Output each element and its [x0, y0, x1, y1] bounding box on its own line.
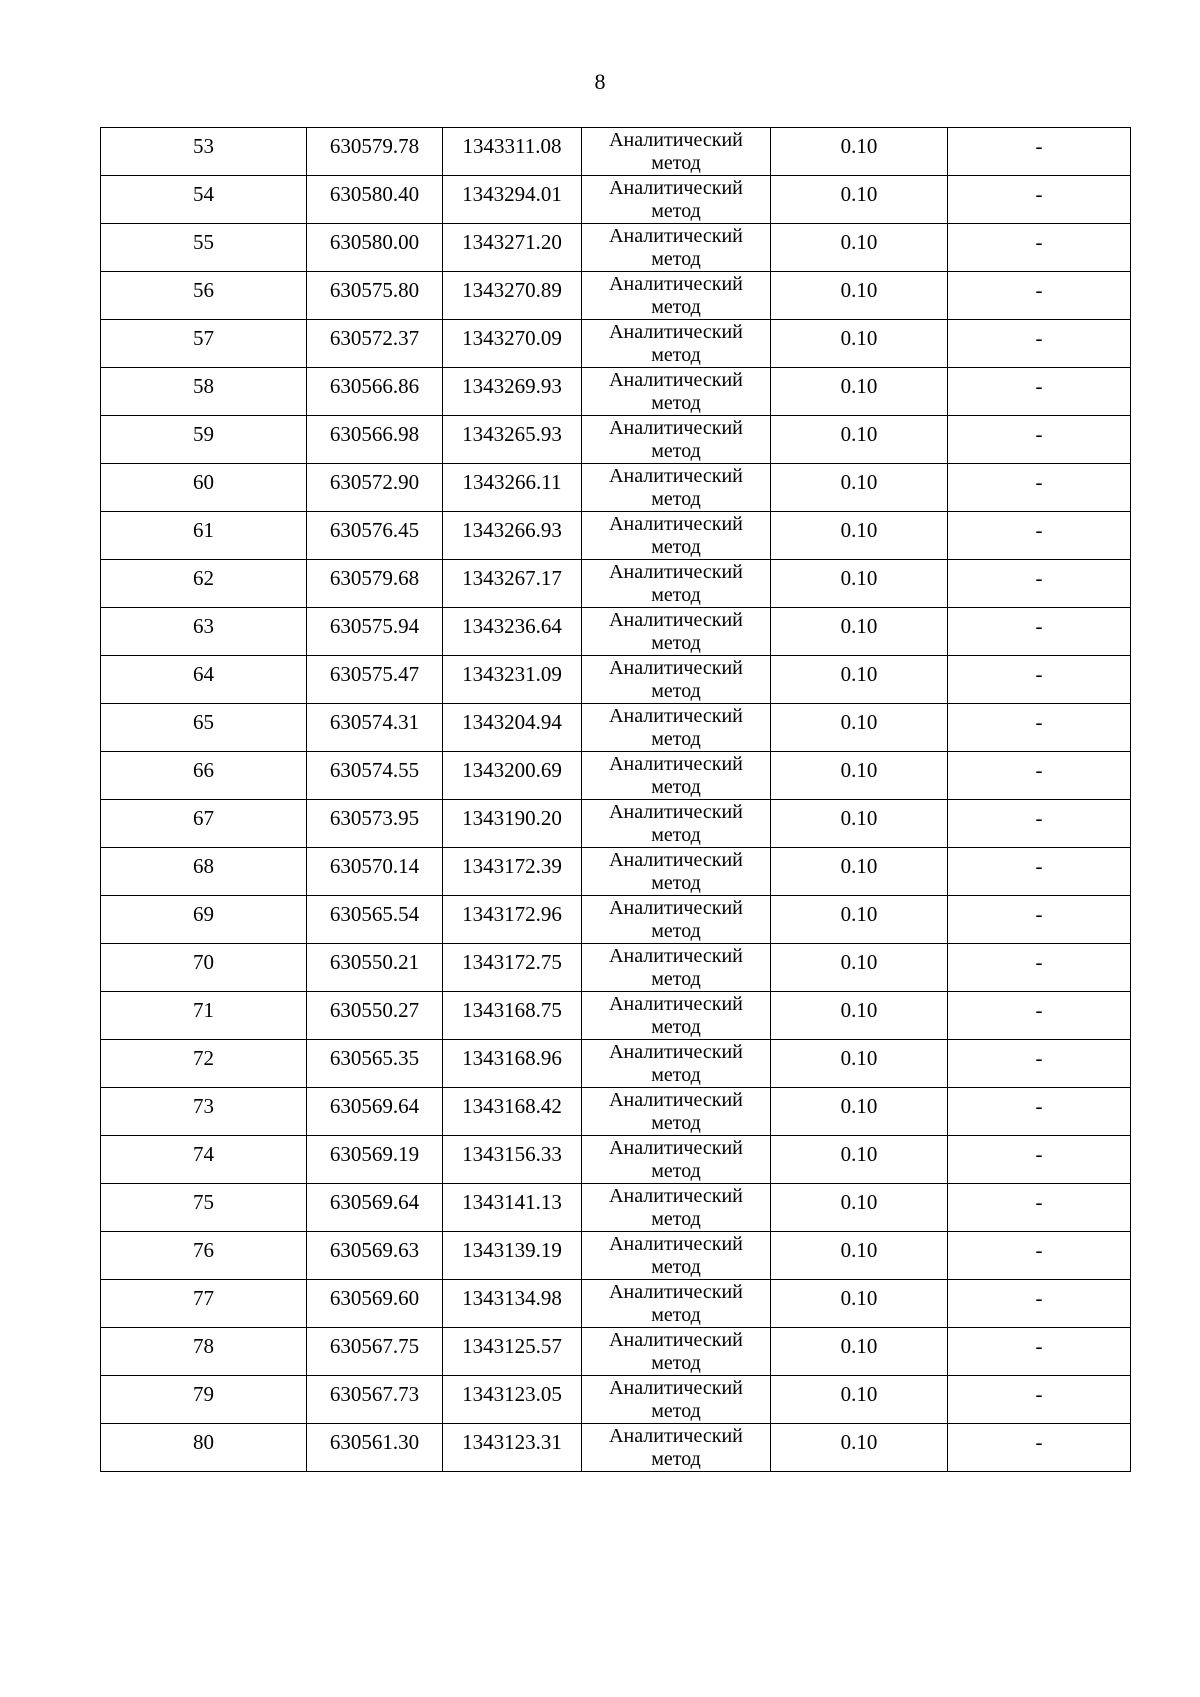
- table-row: [101, 752, 1131, 800]
- accuracy-cell: 0.10: [771, 800, 948, 848]
- method-label-line2: метод: [651, 1304, 701, 1326]
- accuracy-cell: 0.10: [771, 896, 948, 944]
- y-coordinate-cell: 1343123.31: [443, 1424, 582, 1472]
- x-coordinate-cell: 630576.45: [307, 512, 443, 560]
- x-coordinate-cell: 630573.95: [307, 800, 443, 848]
- y-coordinate-cell: 1343270.89: [443, 272, 582, 320]
- point-number-cell: 73: [101, 1088, 307, 1136]
- method-cell: [582, 1280, 771, 1328]
- method-label-line1: Аналитический: [609, 849, 743, 871]
- point-number-cell: 57: [101, 320, 307, 368]
- method-cell: [582, 1376, 771, 1424]
- point-number-cell: 77: [101, 1280, 307, 1328]
- x-coordinate-cell: 630550.27: [307, 992, 443, 1040]
- table-row: [101, 224, 1131, 272]
- table-row: [101, 992, 1131, 1040]
- y-coordinate-cell: 1343123.05: [443, 1376, 582, 1424]
- method-cell: [582, 320, 771, 368]
- table-row: [101, 272, 1131, 320]
- method-cell: [582, 1184, 771, 1232]
- y-coordinate-cell: 1343266.11: [443, 464, 582, 512]
- method-cell: [582, 608, 771, 656]
- method-cell: [582, 1040, 771, 1088]
- extra-cell: -: [948, 896, 1131, 944]
- method-cell: [582, 1088, 771, 1136]
- x-coordinate-cell: 630580.40: [307, 176, 443, 224]
- y-coordinate-cell: 1343231.09: [443, 656, 582, 704]
- method-cell: [582, 224, 771, 272]
- method-cell: [582, 368, 771, 416]
- table-row: [101, 1280, 1131, 1328]
- table-row: [101, 800, 1131, 848]
- method-cell: [582, 416, 771, 464]
- point-number-cell: 79: [101, 1376, 307, 1424]
- y-coordinate-cell: 1343139.19: [443, 1232, 582, 1280]
- x-coordinate-cell: 630569.63: [307, 1232, 443, 1280]
- point-number-cell: 63: [101, 608, 307, 656]
- table-row: [101, 128, 1131, 176]
- table-row: [101, 944, 1131, 992]
- method-label-line2: метод: [651, 1160, 701, 1182]
- table-row: [101, 704, 1131, 752]
- x-coordinate-cell: 630567.75: [307, 1328, 443, 1376]
- table-row: [101, 416, 1131, 464]
- method-label-line1: Аналитический: [609, 321, 743, 343]
- method-label-line2: метод: [651, 152, 701, 174]
- point-number-cell: 80: [101, 1424, 307, 1472]
- method-label-line2: метод: [651, 440, 701, 462]
- table-row: [101, 1184, 1131, 1232]
- point-number-cell: 70: [101, 944, 307, 992]
- x-coordinate-cell: 630566.98: [307, 416, 443, 464]
- accuracy-cell: 0.10: [771, 368, 948, 416]
- method-label-line2: метод: [651, 1208, 701, 1230]
- accuracy-cell: 0.10: [771, 1136, 948, 1184]
- accuracy-cell: 0.10: [771, 848, 948, 896]
- accuracy-cell: 0.10: [771, 320, 948, 368]
- y-coordinate-cell: 1343270.09: [443, 320, 582, 368]
- method-label-line1: Аналитический: [609, 273, 743, 295]
- x-coordinate-cell: 630550.21: [307, 944, 443, 992]
- accuracy-cell: 0.10: [771, 1088, 948, 1136]
- method-cell: [582, 1424, 771, 1472]
- method-label-line2: метод: [651, 776, 701, 798]
- method-label-line1: Аналитический: [609, 465, 743, 487]
- method-label-line2: метод: [651, 1256, 701, 1278]
- method-label-line1: Аналитический: [609, 945, 743, 967]
- extra-cell: -: [948, 272, 1131, 320]
- method-label-line1: Аналитический: [609, 705, 743, 727]
- table-row: [101, 320, 1131, 368]
- y-coordinate-cell: 1343271.20: [443, 224, 582, 272]
- method-label-line2: метод: [651, 584, 701, 606]
- table-row: [101, 560, 1131, 608]
- y-coordinate-cell: 1343266.93: [443, 512, 582, 560]
- y-coordinate-cell: 1343156.33: [443, 1136, 582, 1184]
- table-row: [101, 1232, 1131, 1280]
- accuracy-cell: 0.10: [771, 944, 948, 992]
- x-coordinate-cell: 630566.86: [307, 368, 443, 416]
- point-number-cell: 64: [101, 656, 307, 704]
- y-coordinate-cell: 1343125.57: [443, 1328, 582, 1376]
- method-cell: [582, 752, 771, 800]
- accuracy-cell: 0.10: [771, 1232, 948, 1280]
- method-label-line1: Аналитический: [609, 753, 743, 775]
- y-coordinate-cell: 1343294.01: [443, 176, 582, 224]
- accuracy-cell: 0.10: [771, 464, 948, 512]
- table-row: [101, 1328, 1131, 1376]
- table-row: [101, 1424, 1131, 1472]
- method-label-line2: метод: [651, 1064, 701, 1086]
- point-number-cell: 65: [101, 704, 307, 752]
- extra-cell: -: [948, 656, 1131, 704]
- method-cell: [582, 1136, 771, 1184]
- y-coordinate-cell: 1343172.39: [443, 848, 582, 896]
- accuracy-cell: 0.10: [771, 752, 948, 800]
- method-cell: [582, 848, 771, 896]
- method-label-line2: метод: [651, 392, 701, 414]
- point-number-cell: 53: [101, 128, 307, 176]
- x-coordinate-cell: 630569.60: [307, 1280, 443, 1328]
- x-coordinate-cell: 630569.19: [307, 1136, 443, 1184]
- method-label-line1: Аналитический: [609, 561, 743, 583]
- accuracy-cell: 0.10: [771, 608, 948, 656]
- table-row: [101, 176, 1131, 224]
- extra-cell: -: [948, 368, 1131, 416]
- extra-cell: -: [948, 416, 1131, 464]
- point-number-cell: 71: [101, 992, 307, 1040]
- method-label-line1: Аналитический: [609, 1425, 743, 1447]
- accuracy-cell: 0.10: [771, 1328, 948, 1376]
- point-number-cell: 69: [101, 896, 307, 944]
- method-cell: [582, 800, 771, 848]
- method-label-line2: метод: [651, 872, 701, 894]
- point-number-cell: 55: [101, 224, 307, 272]
- method-label-line1: Аналитический: [609, 1185, 743, 1207]
- extra-cell: -: [948, 560, 1131, 608]
- accuracy-cell: 0.10: [771, 560, 948, 608]
- method-label-line1: Аналитический: [609, 801, 743, 823]
- y-coordinate-cell: 1343134.98: [443, 1280, 582, 1328]
- method-label-line1: Аналитический: [609, 1137, 743, 1159]
- table-row: [101, 512, 1131, 560]
- accuracy-cell: 0.10: [771, 1040, 948, 1088]
- extra-cell: -: [948, 1376, 1131, 1424]
- method-label-line2: метод: [651, 200, 701, 222]
- extra-cell: -: [948, 992, 1131, 1040]
- method-label-line1: Аналитический: [609, 225, 743, 247]
- method-label-line2: метод: [651, 1448, 701, 1470]
- page-number: 8: [594, 69, 606, 94]
- method-cell: [582, 464, 771, 512]
- table-row: [101, 1088, 1131, 1136]
- coordinates-table: [100, 127, 1131, 1472]
- table-row: [101, 848, 1131, 896]
- x-coordinate-cell: 630569.64: [307, 1184, 443, 1232]
- table-row: [101, 368, 1131, 416]
- x-coordinate-cell: 630565.35: [307, 1040, 443, 1088]
- extra-cell: -: [948, 1040, 1131, 1088]
- x-coordinate-cell: 630572.37: [307, 320, 443, 368]
- point-number-cell: 72: [101, 1040, 307, 1088]
- method-label-line2: метод: [651, 344, 701, 366]
- method-label-line2: метод: [651, 632, 701, 654]
- extra-cell: -: [948, 128, 1131, 176]
- method-cell: [582, 272, 771, 320]
- method-cell: [582, 512, 771, 560]
- method-cell: [582, 176, 771, 224]
- method-label-line2: метод: [651, 296, 701, 318]
- y-coordinate-cell: 1343168.75: [443, 992, 582, 1040]
- point-number-cell: 56: [101, 272, 307, 320]
- accuracy-cell: 0.10: [771, 512, 948, 560]
- table-row: [101, 608, 1131, 656]
- method-label-line2: метод: [651, 680, 701, 702]
- method-label-line1: Аналитический: [609, 609, 743, 631]
- method-cell: [582, 560, 771, 608]
- extra-cell: -: [948, 1184, 1131, 1232]
- method-label-line2: метод: [651, 1112, 701, 1134]
- method-cell: [582, 1328, 771, 1376]
- extra-cell: -: [948, 176, 1131, 224]
- point-number-cell: 68: [101, 848, 307, 896]
- accuracy-cell: 0.10: [771, 656, 948, 704]
- method-label-line2: метод: [651, 1016, 701, 1038]
- method-cell: [582, 992, 771, 1040]
- accuracy-cell: 0.10: [771, 1280, 948, 1328]
- point-number-cell: 66: [101, 752, 307, 800]
- method-label-line2: метод: [651, 248, 701, 270]
- extra-cell: -: [948, 224, 1131, 272]
- method-label-line2: метод: [651, 920, 701, 942]
- method-label-line2: метод: [651, 824, 701, 846]
- extra-cell: -: [948, 704, 1131, 752]
- x-coordinate-cell: 630561.30: [307, 1424, 443, 1472]
- method-label-line2: метод: [651, 1400, 701, 1422]
- accuracy-cell: 0.10: [771, 992, 948, 1040]
- extra-cell: -: [948, 1232, 1131, 1280]
- method-label-line1: Аналитический: [609, 1041, 743, 1063]
- point-number-cell: 62: [101, 560, 307, 608]
- y-coordinate-cell: 1343172.96: [443, 896, 582, 944]
- x-coordinate-cell: 630575.47: [307, 656, 443, 704]
- x-coordinate-cell: 630569.64: [307, 1088, 443, 1136]
- extra-cell: -: [948, 512, 1131, 560]
- table-row: [101, 896, 1131, 944]
- method-label-line1: Аналитический: [609, 417, 743, 439]
- extra-cell: -: [948, 608, 1131, 656]
- method-label-line1: Аналитический: [609, 657, 743, 679]
- method-cell: [582, 896, 771, 944]
- method-label-line1: Аналитический: [609, 1329, 743, 1351]
- y-coordinate-cell: 1343168.42: [443, 1088, 582, 1136]
- y-coordinate-cell: 1343236.64: [443, 608, 582, 656]
- extra-cell: -: [948, 944, 1131, 992]
- method-label-line1: Аналитический: [609, 513, 743, 535]
- point-number-cell: 78: [101, 1328, 307, 1376]
- method-label-line1: Аналитический: [609, 1089, 743, 1111]
- method-label-line2: метод: [651, 1352, 701, 1374]
- extra-cell: -: [948, 800, 1131, 848]
- method-cell: [582, 704, 771, 752]
- extra-cell: -: [948, 1088, 1131, 1136]
- accuracy-cell: 0.10: [771, 704, 948, 752]
- point-number-cell: 54: [101, 176, 307, 224]
- extra-cell: -: [948, 752, 1131, 800]
- x-coordinate-cell: 630575.94: [307, 608, 443, 656]
- method-label-line1: Аналитический: [609, 897, 743, 919]
- method-label-line2: метод: [651, 488, 701, 510]
- table-row: [101, 1040, 1131, 1088]
- point-number-cell: 75: [101, 1184, 307, 1232]
- x-coordinate-cell: 630575.80: [307, 272, 443, 320]
- x-coordinate-cell: 630579.68: [307, 560, 443, 608]
- x-coordinate-cell: 630572.90: [307, 464, 443, 512]
- x-coordinate-cell: 630567.73: [307, 1376, 443, 1424]
- method-label-line1: Аналитический: [609, 1281, 743, 1303]
- y-coordinate-cell: 1343267.17: [443, 560, 582, 608]
- x-coordinate-cell: 630565.54: [307, 896, 443, 944]
- method-label-line1: Аналитический: [609, 1233, 743, 1255]
- method-cell: [582, 128, 771, 176]
- accuracy-cell: 0.10: [771, 1184, 948, 1232]
- y-coordinate-cell: 1343204.94: [443, 704, 582, 752]
- method-label-line2: метод: [651, 536, 701, 558]
- method-label-line1: Аналитический: [609, 129, 743, 151]
- method-label-line2: метод: [651, 728, 701, 750]
- method-label-line1: Аналитический: [609, 1377, 743, 1399]
- x-coordinate-cell: 630574.31: [307, 704, 443, 752]
- method-label-line1: Аналитический: [609, 177, 743, 199]
- y-coordinate-cell: 1343269.93: [443, 368, 582, 416]
- table-row: [101, 464, 1131, 512]
- method-cell: [582, 944, 771, 992]
- extra-cell: -: [948, 1136, 1131, 1184]
- accuracy-cell: 0.10: [771, 224, 948, 272]
- y-coordinate-cell: 1343311.08: [443, 128, 582, 176]
- x-coordinate-cell: 630579.78: [307, 128, 443, 176]
- extra-cell: -: [948, 1280, 1131, 1328]
- method-label-line2: метод: [651, 968, 701, 990]
- extra-cell: -: [948, 464, 1131, 512]
- method-label-line1: Аналитический: [609, 369, 743, 391]
- extra-cell: -: [948, 1424, 1131, 1472]
- extra-cell: -: [948, 1328, 1131, 1376]
- extra-cell: -: [948, 320, 1131, 368]
- method-cell: [582, 656, 771, 704]
- point-number-cell: 67: [101, 800, 307, 848]
- x-coordinate-cell: 630570.14: [307, 848, 443, 896]
- accuracy-cell: 0.10: [771, 1424, 948, 1472]
- x-coordinate-cell: 630574.55: [307, 752, 443, 800]
- x-coordinate-cell: 630580.00: [307, 224, 443, 272]
- y-coordinate-cell: 1343172.75: [443, 944, 582, 992]
- accuracy-cell: 0.10: [771, 176, 948, 224]
- y-coordinate-cell: 1343141.13: [443, 1184, 582, 1232]
- y-coordinate-cell: 1343200.69: [443, 752, 582, 800]
- point-number-cell: 58: [101, 368, 307, 416]
- method-cell: [582, 1232, 771, 1280]
- accuracy-cell: 0.10: [771, 1376, 948, 1424]
- extra-cell: -: [948, 848, 1131, 896]
- point-number-cell: 60: [101, 464, 307, 512]
- accuracy-cell: 0.10: [771, 272, 948, 320]
- accuracy-cell: 0.10: [771, 416, 948, 464]
- y-coordinate-cell: 1343168.96: [443, 1040, 582, 1088]
- table-row: [101, 656, 1131, 704]
- point-number-cell: 59: [101, 416, 307, 464]
- y-coordinate-cell: 1343265.93: [443, 416, 582, 464]
- table-row: [101, 1136, 1131, 1184]
- method-label-line1: Аналитический: [609, 993, 743, 1015]
- point-number-cell: 74: [101, 1136, 307, 1184]
- y-coordinate-cell: 1343190.20: [443, 800, 582, 848]
- table-row: [101, 1376, 1131, 1424]
- accuracy-cell: 0.10: [771, 128, 948, 176]
- coordinates-table-body: [101, 128, 1131, 1472]
- point-number-cell: 76: [101, 1232, 307, 1280]
- point-number-cell: 61: [101, 512, 307, 560]
